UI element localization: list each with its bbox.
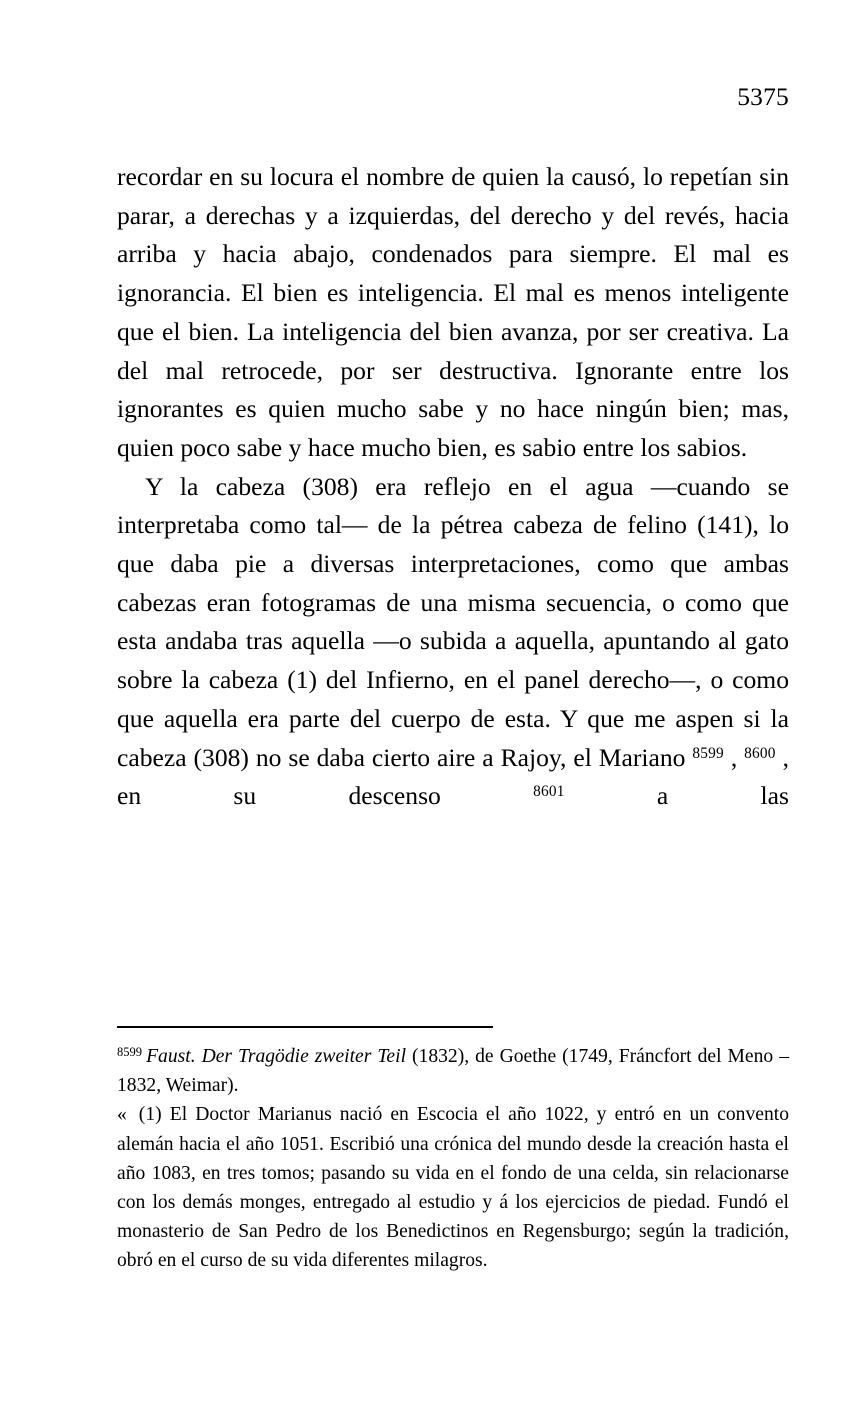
body-text-column [117, 158, 789, 855]
footnote-8599 [117, 1042, 789, 1100]
footnote-ref-8601[interactable]: 8601 [533, 783, 565, 801]
footnote-8599-title: Faust. Der Tragödie zweiter Teil [146, 1046, 407, 1067]
body-paragraph-1: recordar en su locura el nombre de quien la causó, lo repetían sin parar, a derechas y a izquierdas, del derecho y del revés, hacia arriba y hacia abajo, condenados para siempre. El mal es ignorancia. El bien es inteligencia. El mal es menos inteligente que el bien. La inteligencia del bien avanza, por ser creativa. La del mal retrocede, por ser destructiva. Ignorante entre los ignorantes es quien mucho sabe y no hace ningún bien; mas, quien poco sabe y hace mucho bien, es sabio entre los sabios. [117, 162, 789, 462]
footnote-separator-rule [117, 1026, 493, 1028]
opening-guillemet: « [117, 1104, 127, 1126]
paragraph-2-text-part-3: a las [564, 781, 789, 811]
footnote-area [117, 1026, 789, 1276]
body-paragraph-2 [117, 468, 789, 855]
paragraph-2-text-part-1: Y la cabeza (308) era reflejo en el agua —cuando se interpretaba como tal— de la pétrea cabeza de felino (141), lo que daba pie a diversas interpretaciones, como que ambas cabezas eran fotogramas de una misma secuencia, o como que esta andaba tras aquella —o subida a aquella, apuntando al gato sobre la cabeza (1) del Infierno, en el panel derecho—, o como que aquella era parte del cuerpo de esta. Y que me aspen si la cabeza (308) no se daba cierto aire a Rajoy, el Mariano [117, 471, 789, 772]
footnote-ref-8599[interactable]: 8599 [692, 744, 724, 762]
footnote-ref-8600[interactable]: 8600 [744, 744, 776, 762]
footnote-quotation [117, 1100, 789, 1275]
footnote-ref-separator: , [723, 742, 745, 772]
page-number: 5375 [737, 82, 789, 111]
footnote-8599-marker: 8599 [117, 1044, 143, 1059]
paragraph-2-text-part-2: , en su descenso [117, 742, 789, 811]
footnote-8599-body: (1832), de Goethe (1749, Fráncfort del Meno – 1832, Weimar). [117, 1046, 789, 1097]
page-header [117, 82, 789, 112]
footnote-quotation-body: (1) El Doctor Marianus nació en Escocia el año 1022, y entró en un convento alemán hacia el año 1051. Escribió una crónica del mundo desde la creación hasta el año 1083, en tres tomos; pasando su vida en el fondo de una celda, sin relacionarse con los demás monges, entregado al estudio y á los ejercicios de piedad. Fundó el monasterio de San Pedro de los Benedictinos en Regensburgo; según la tradición, obró en el curso de su vida diferentes milagros. [117, 1104, 789, 1272]
